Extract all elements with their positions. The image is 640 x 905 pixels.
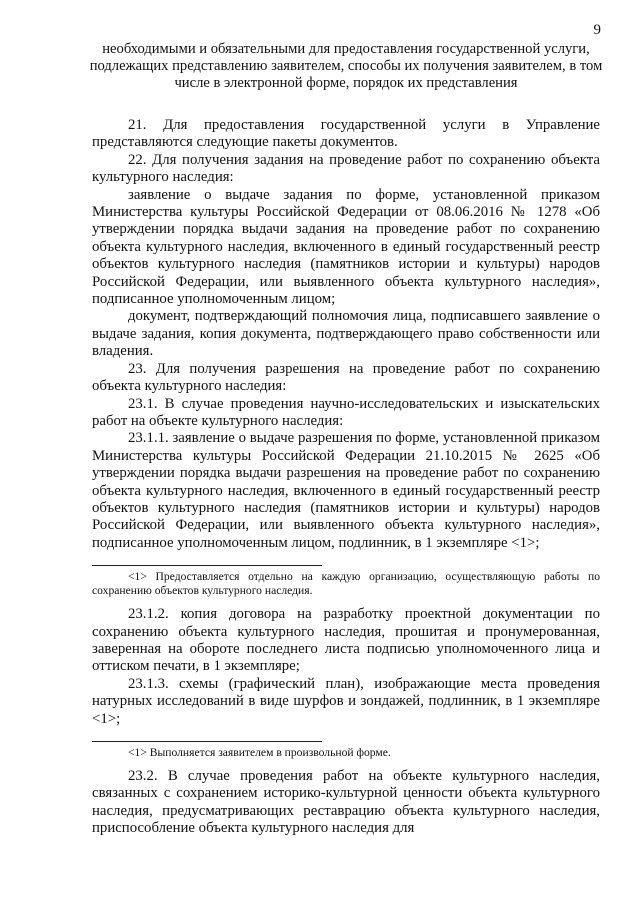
paragraph-23-1: 23.1. В случае проведения научно-исследовательских и изыскательских работ на объекте культурного наследия: [92,395,600,429]
paragraph-23-1-2: 23.1.2. копия договора на разработку проектной документации по сохранению объекта культурного наследия, прошитая и пронумерованная, заверенная на обороте последнего листа подписью уполномоченного лица и оттиском печати, в 1 экземпляре; [92,606,600,675]
footnote: <1> Предоставляется отдельно на каждую организацию, осуществляющую работы по сохранению объектов культурного наследия. [92,570,600,598]
paragraph-23-2: 23.2. В случае проведения работ на объекте культурного наследия, связанных с сохранением историко-культурной ценности объекта культурного наследия, предусматривающих реставрацию объекта культурного наследия, приспособление объекта культурного наследия для [92,768,600,837]
paragraph-23-1-1: 23.1.1. заявление о выдаче разрешения по форме, установленной приказом Министерства культуры Российской Федерации 21.10.2015 № 2625 «Об утверждении порядка выдачи разрешения на проведение работ по сохранению объекта культурного наследия, включенного в единый государственный реестр объектов культурного наследия (памятников истории и культуры) народов Российской Федерации, или выявленного объекта культурного наследия», подписанное уполномоченным лицом, подлинник, в 1 экземпляре <1>; [92,430,600,551]
paragraph-22-application: заявление о выдаче задания по форме, установленной приказом Министерства культуры Российской Федерации от 08.06.2016 № 1278 «Об утверждении порядка выдачи задания на проведение работ по сохранению объекта культурного наследия, включенного в единый государственный реестр объектов культурного наследия (памятников истории и культуры) народов Российской Федерации, или выявленного объекта культурного наследия», подписанное уполномоченным лицом; [92,186,600,308]
document-body [92,117,600,838]
paragraph-23: 23. Для получения разрешения на проведение работ по сохранению объекта культурного наследия: [92,360,600,395]
footnote: <1> Выполняется заявителем в произвольной форме. [128,746,391,759]
paragraph-22: 22. Для получения задания на проведение работ по сохранению объекта культурного наследия: [92,151,600,186]
paragraph-21: 21. Для предоставления государственной услуги в Управление представляются следующие пакеты документов. [92,117,600,151]
section-heading: необходимыми и обязательными для предоставления государственной услуги, подлежащих представлению заявителем, способы их получения заявителем, в том числе в электронной форме, порядок их представления [89,41,603,91]
footnote-divider [92,565,322,566]
paragraph-22-document: документ, подтверждающий полномочия лица, подписавшего заявление о выдаче задания, копия документа, подтверждающего право собственности или владения. [92,308,600,360]
page-number: 9 [593,22,601,38]
paragraph-23-1-3: 23.1.3. схемы (графический план), изображающие места проведения натурных исследований в виде шурфов и зондажей, подлинник, в 1 экземпляре <1>; [92,675,600,727]
footnote-divider [92,741,322,742]
